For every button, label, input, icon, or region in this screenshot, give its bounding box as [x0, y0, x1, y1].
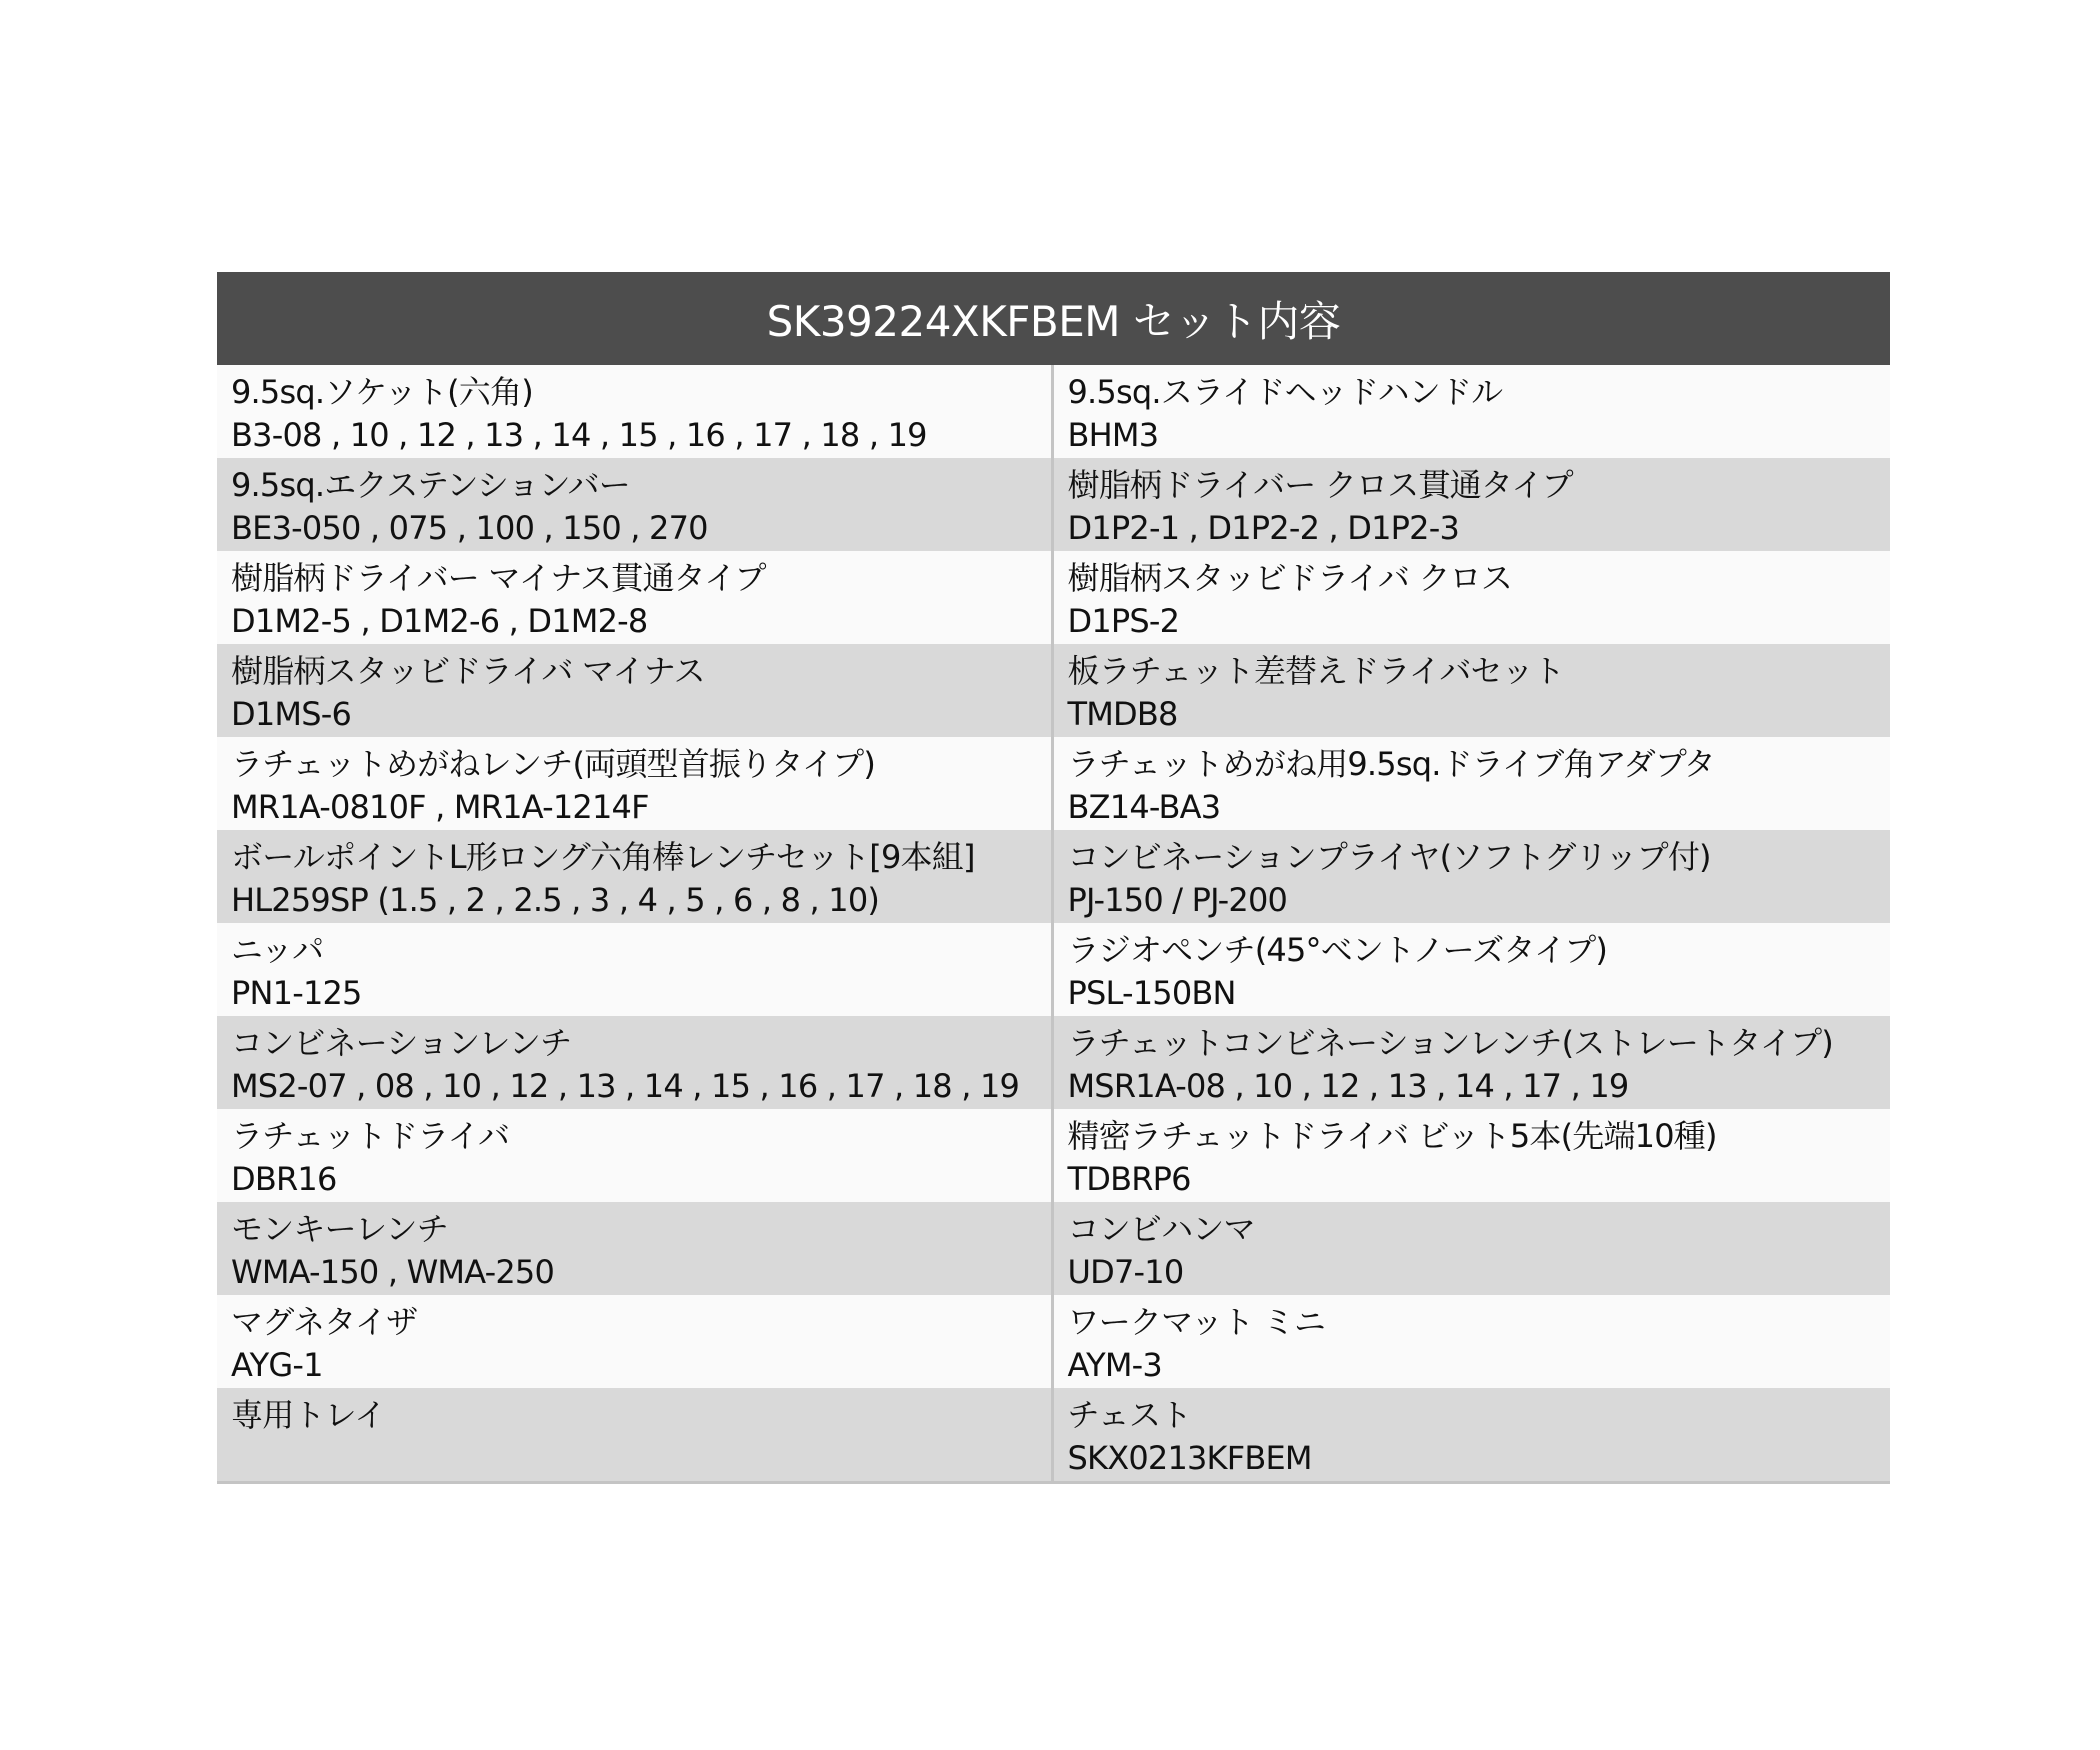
item-code: D1MS-6 [231, 695, 352, 733]
table-cell-right [1054, 830, 1891, 923]
table-row [217, 830, 1890, 923]
item-code: D1PS-2 [1067, 602, 1180, 640]
table-row [217, 737, 1890, 830]
table-row [217, 1388, 1890, 1481]
table-row [217, 923, 1890, 1016]
table-rows [217, 365, 1890, 1481]
item-name: 樹脂柄スタッビドライバ マイナス [231, 652, 705, 690]
table-cell-left [217, 923, 1054, 1016]
table-cell-right [1054, 1109, 1891, 1202]
table-cell-right [1054, 365, 1891, 458]
item-code: D1P2-1 , D1P2-2 , D1P2-3 [1067, 509, 1460, 547]
item-name: ラジオペンチ(45°ベントノーズタイプ) [1067, 931, 1608, 969]
item-name: 板ラチェット差替えドライバセット [1067, 652, 1565, 690]
table-cell-right [1054, 1388, 1891, 1481]
table-row [217, 458, 1890, 551]
item-code: AYM-3 [1067, 1346, 1162, 1384]
item-code: UD7-10 [1067, 1253, 1184, 1291]
table-cell-left [217, 830, 1054, 923]
table-row [217, 1202, 1890, 1295]
table-cell-right [1054, 644, 1891, 737]
table-row [217, 1295, 1890, 1388]
item-name: チェスト [1067, 1396, 1192, 1434]
item-name: 9.5sq.エクステンションバー [231, 466, 631, 504]
item-code: BE3-050 , 075 , 100 , 150 , 270 [231, 509, 708, 547]
table-cell-left [217, 551, 1054, 644]
table-cell-right [1054, 923, 1891, 1016]
table-row [217, 551, 1890, 644]
item-name: ボールポイントL形ロング六角棒レンチセット[9本組] [231, 838, 975, 876]
item-code: DBR16 [231, 1160, 337, 1198]
table-cell-right [1054, 737, 1891, 830]
table-cell-right [1054, 1202, 1891, 1295]
item-name: 樹脂柄ドライバー マイナス貫通タイプ [231, 559, 766, 597]
item-name: 樹脂柄ドライバー クロス貫通タイプ [1067, 466, 1573, 504]
table-cell-left [217, 1388, 1054, 1481]
table-title: SK39224XKFBEM セット内容 [217, 272, 1890, 365]
item-code: D1M2-5 , D1M2-6 , D1M2-8 [231, 602, 648, 640]
item-name: コンビネーションプライヤ(ソフトグリップ付) [1067, 838, 1711, 876]
item-name: 専用トレイ [231, 1396, 386, 1434]
table-row [217, 644, 1890, 737]
item-name: ラチェットめがねレンチ(両頭型首振りタイプ) [231, 745, 876, 783]
item-name: 9.5sq.スライドヘッドハンドル [1067, 373, 1503, 411]
item-name: 9.5sq.ソケット(六角) [231, 373, 533, 411]
table-cell-left [217, 1016, 1054, 1109]
item-code: PSL-150BN [1067, 974, 1236, 1012]
item-name: ラチェットドライバ [231, 1117, 510, 1155]
table-cell-right [1054, 1295, 1891, 1388]
table-cell-left [217, 458, 1054, 551]
item-name: ニッパ [231, 931, 324, 969]
table-cell-left [217, 644, 1054, 737]
item-code: HL259SP (1.5 , 2 , 2.5 , 3 , 4 , 5 , 6 , 8 , 10) [231, 881, 880, 919]
item-name: 樹脂柄スタッビドライバ クロス [1067, 559, 1513, 597]
table-cell-right [1054, 1016, 1891, 1109]
item-code: SKX0213KFBEM [1067, 1439, 1312, 1477]
item-name: ラチェットコンビネーションレンチ(ストレートタイプ) [1067, 1024, 1833, 1062]
item-code: MSR1A-08 , 10 , 12 , 13 , 14 , 17 , 19 [1067, 1067, 1629, 1105]
table-cell-right [1054, 551, 1891, 644]
table-cell-left [217, 1202, 1054, 1295]
item-name: ラチェットめがね用9.5sq.ドライブ角アダプタ [1067, 745, 1715, 783]
item-name: 精密ラチェットドライバ ビット5本(先端10種) [1067, 1117, 1717, 1155]
item-code: MR1A-0810F , MR1A-1214F [231, 788, 649, 826]
item-code: PJ-150 / PJ-200 [1067, 881, 1288, 919]
table-cell-right [1054, 458, 1891, 551]
item-code: PN1-125 [231, 974, 362, 1012]
item-code: AYG-1 [231, 1346, 323, 1384]
item-code: B3-08 , 10 , 12 , 13 , 14 , 15 , 16 , 17 , 18 , 19 [231, 416, 927, 454]
item-name: マグネタイザ [231, 1303, 418, 1341]
item-name: ワークマット ミニ [1067, 1303, 1326, 1341]
item-code: TDBRP6 [1067, 1160, 1191, 1198]
table-cell-left [217, 1295, 1054, 1388]
table-cell-left [217, 365, 1054, 458]
item-code: MS2-07 , 08 , 10 , 12 , 13 , 14 , 15 , 16 , 17 , 18 , 19 [231, 1067, 1020, 1105]
item-name: コンビハンマ [1067, 1210, 1255, 1248]
table-cell-left [217, 1109, 1054, 1202]
table-row [217, 1109, 1890, 1202]
table-row [217, 1016, 1890, 1109]
set-contents-table [217, 272, 1890, 1484]
item-code: WMA-150 , WMA-250 [231, 1253, 555, 1291]
item-code: TMDB8 [1067, 695, 1178, 733]
item-name: コンビネーションレンチ [231, 1024, 572, 1062]
table-cell-left [217, 737, 1054, 830]
table-row [217, 365, 1890, 458]
item-name: モンキーレンチ [231, 1210, 448, 1248]
item-code: BZ14-BA3 [1067, 788, 1221, 826]
item-code: BHM3 [1067, 416, 1159, 454]
